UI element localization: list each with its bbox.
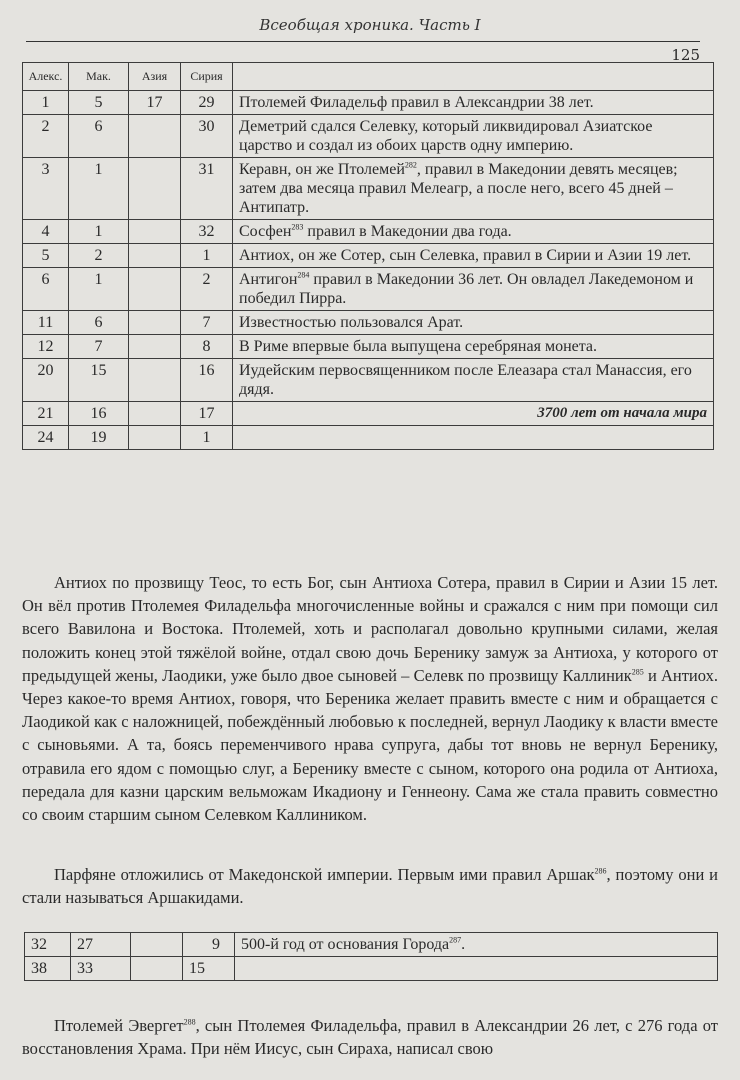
cell-syria: 2 — [181, 268, 233, 311]
cell-asia — [129, 311, 181, 335]
chronology-table — [22, 62, 714, 450]
cell-mak: 16 — [69, 402, 129, 426]
footnote-ref: 283 — [291, 222, 304, 232]
table-row — [23, 359, 714, 402]
cell-asia — [129, 268, 181, 311]
paragraph-ptolemy-euergetes — [22, 1014, 718, 1060]
cell-alex: 11 — [23, 311, 69, 335]
cell-syria: 8 — [181, 335, 233, 359]
cell-event — [233, 158, 714, 220]
cell-syria: 16 — [181, 359, 233, 402]
cell-alex: 1 — [23, 91, 69, 115]
header-event — [233, 63, 714, 91]
event-text: правил в Македонии 36 лет. Он овладел Лакедемоном и победил Пирра. — [239, 271, 694, 307]
table-row — [23, 220, 714, 244]
cell-asia — [129, 359, 181, 402]
paragraph-parthians — [22, 863, 718, 909]
chronology-table-continued — [24, 932, 718, 981]
footnote-ref: 284 — [297, 270, 310, 280]
table-row — [23, 158, 714, 220]
header-alexandria: Алекс. — [23, 63, 69, 91]
paragraph-text: , поэтому они и стали называться Аршакидами. — [22, 865, 718, 908]
cell-asia — [129, 244, 181, 268]
footnote-ref: 282 — [404, 160, 417, 170]
cell-alex: 20 — [23, 359, 69, 402]
cell-syria: 31 — [181, 158, 233, 220]
cell-alex: 2 — [23, 115, 69, 158]
cell-syria: 32 — [181, 220, 233, 244]
cell-syria: 15 — [183, 957, 235, 981]
paragraph-text: , сын Птолемея Филадельфа, правил в Александрии 26 лет, с 276 года от восстановления Храма. При нём Иисус, сын Сираха, написал свою — [22, 1016, 718, 1059]
paragraph-text: и Антиох. Через какое-то время Антиох, говоря, что Береника желает править вместе с ним и обращается с Лаодикой как с наложницей, побеждённый любовью к последней, вернул Лаодику к власти вместе с сыновьями. А та, боясь переменчивого нрава супруга, дабы тот вновь не вернул Беренику, отравила его ядом с помощью слуг, а Беренику вместе с сыном, которого она родила от Антиоха, передала для казни царским вельможам Икадиону и Геннеону. Сама же стала править совместно со своим старшим сыном Селевком Каллиником. — [22, 665, 718, 825]
cell-event: В Риме впервые была выпущена серебряная монета. — [233, 335, 714, 359]
event-text: , правил в Македонии девять месяцев; затем два месяца правил Мелеагр, а после него, всего 45 дней – Антипатр. — [239, 161, 678, 216]
header-asia: Азия — [129, 63, 181, 91]
cell-mak: 6 — [69, 311, 129, 335]
header-rule — [26, 41, 700, 42]
table-row — [25, 933, 718, 957]
cell-syria: 1 — [181, 244, 233, 268]
footnote-ref: 288 — [183, 1017, 196, 1027]
cell-mak: 33 — [71, 957, 131, 981]
cell-syria: 7 — [181, 311, 233, 335]
cell-event — [233, 268, 714, 311]
cell-event: Деметрий сдался Селевку, который ликвидировал Азиатское царство и создал из обоих царств одну империю. — [233, 115, 714, 158]
cell-event: Известностью пользовался Арат. — [233, 311, 714, 335]
cell-asia — [131, 933, 183, 957]
cell-alex: 24 — [23, 426, 69, 450]
cell-alex: 32 — [25, 933, 71, 957]
paragraph-text: Птолемей Эвергет — [54, 1016, 184, 1035]
cell-asia — [129, 158, 181, 220]
cell-event — [233, 220, 714, 244]
cell-asia: 17 — [129, 91, 181, 115]
header-macedonia: Мак. — [69, 63, 129, 91]
cell-syria: 30 — [181, 115, 233, 158]
event-text: Сосфен — [239, 223, 292, 240]
milestone-label: 3700 лет от начала мира — [233, 402, 714, 426]
cell-alex: 12 — [23, 335, 69, 359]
cell-mak: 15 — [69, 359, 129, 402]
table-row — [23, 335, 714, 359]
cell-mak: 1 — [69, 220, 129, 244]
cell-event — [235, 957, 718, 981]
header-syria: Сирия — [181, 63, 233, 91]
cell-asia — [129, 115, 181, 158]
event-text: Кеpавн, он же Птолемей — [239, 161, 405, 178]
cell-mak: 6 — [69, 115, 129, 158]
cell-mak: 7 — [69, 335, 129, 359]
event-text: Антигон — [239, 271, 298, 288]
table-row — [23, 402, 714, 426]
cell-mak: 27 — [71, 933, 131, 957]
cell-alex: 3 — [23, 158, 69, 220]
cell-asia — [129, 220, 181, 244]
table-row — [23, 426, 714, 450]
cell-event — [233, 426, 714, 450]
paragraph-text: Антиох по прозвищу Теос, то есть Бог, сын Антиоха Сотера, правил в Сирии и Азии 15 лет. Он вёл против Птолемея Филадельфа многочисленные войны и сражался с ним при помощи сил всего Вавилона и Востока. Птолемей, хоть и располагал довольно крупными силами, желая положить конец этой тяжёлой войне, отдал свою дочь Беренику замуж за Антиоха, у которого от предыдущей жены, Лаодики, уже было двое сыновей – Селевк по прозвищу Каллиник — [22, 573, 718, 685]
footnote-ref: 286 — [594, 866, 607, 876]
cell-event: Птолемей Филадельф правил в Александрии 38 лет. — [233, 91, 714, 115]
cell-syria: 9 — [183, 933, 235, 957]
cell-syria: 17 — [181, 402, 233, 426]
cell-alex: 4 — [23, 220, 69, 244]
cell-alex: 21 — [23, 402, 69, 426]
event-text: . — [461, 936, 466, 953]
cell-mak: 2 — [69, 244, 129, 268]
cell-asia — [129, 402, 181, 426]
table-row — [23, 268, 714, 311]
running-head: Всеобщая хроника. Часть I — [259, 16, 481, 34]
paragraph-antiochus-theos — [22, 571, 718, 826]
cell-mak: 1 — [69, 268, 129, 311]
cell-alex: 5 — [23, 244, 69, 268]
table-row — [23, 91, 714, 115]
event-text: 500-й год от основания Города — [241, 936, 450, 953]
table-row — [23, 244, 714, 268]
table-row — [23, 311, 714, 335]
cell-mak: 19 — [69, 426, 129, 450]
cell-asia — [129, 426, 181, 450]
table-row — [23, 115, 714, 158]
cell-asia — [131, 957, 183, 981]
cell-mak: 5 — [69, 91, 129, 115]
event-text: правил в Македонии два года. — [303, 223, 512, 240]
paragraph-text: Парфяне отложились от Македонской империи. Первым ими правил Аршак — [54, 865, 595, 884]
cell-event: Антиох, он же Сотер, сын Селевка, правил в Сирии и Азии 19 лет. — [233, 244, 714, 268]
footnote-ref: 285 — [631, 667, 644, 677]
table-header-row — [23, 63, 714, 91]
footnote-ref: 287 — [449, 935, 462, 945]
page-number: 125 — [671, 46, 700, 64]
cell-alex: 6 — [23, 268, 69, 311]
cell-mak: 1 — [69, 158, 129, 220]
cell-event: Иудейским первосвященником после Елеазара стал Манассия, его дядя. — [233, 359, 714, 402]
cell-syria: 1 — [181, 426, 233, 450]
cell-alex: 38 — [25, 957, 71, 981]
cell-syria: 29 — [181, 91, 233, 115]
cell-event — [235, 933, 718, 957]
cell-asia — [129, 335, 181, 359]
table-row — [25, 957, 718, 981]
